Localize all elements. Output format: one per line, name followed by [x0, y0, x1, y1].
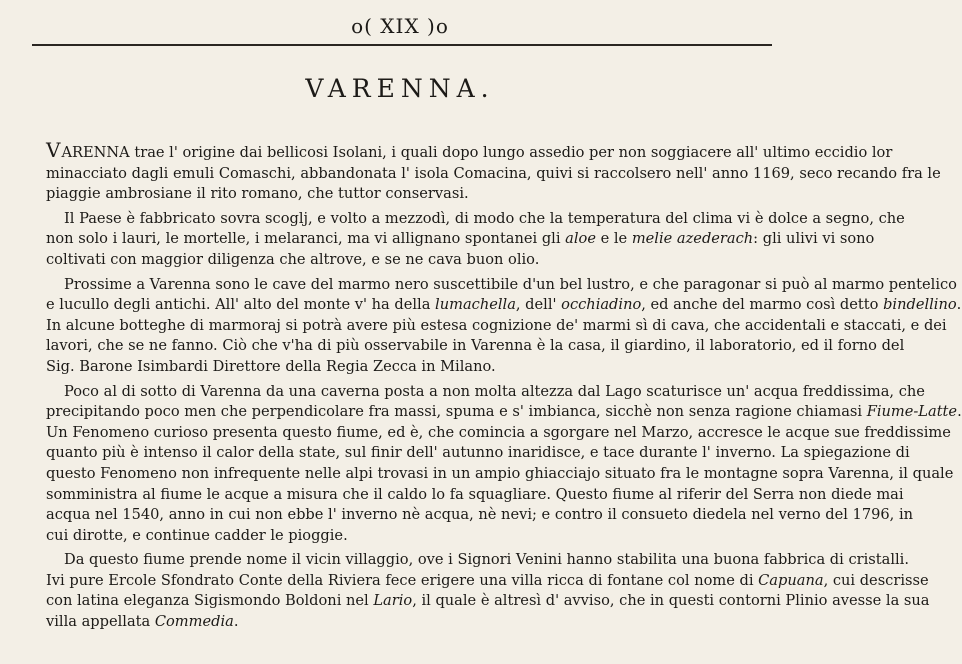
text-run: non solo i lauri, le mortelle, i melaranci, ma vi allignano spontanei gli — [46, 230, 566, 248]
text-run: e lucullo degli antichi. All' alto del monte v' ha della — [46, 296, 436, 314]
text-run: : gli ulivi vi sono — [753, 230, 875, 248]
text-run: coltivati con maggior diligenza che altrove, e se ne cava buon olio. — [46, 250, 540, 268]
text-line — [46, 485, 904, 506]
italic-term: Fiume-Latte — [866, 403, 958, 421]
text-run: In alcune botteghe di marmoraj si potrà avere più estesa cognizione de' marmi sì di cava, che accidentali e staccati, e dei — [46, 316, 947, 334]
text-line — [46, 184, 776, 205]
italic-term: bindellino — [883, 296, 957, 314]
paragraph-gap — [46, 633, 776, 637]
text-run: . — [233, 613, 239, 631]
text-run: quanto più è intenso il calor della state, sul finir dell' autunno inaridisce, e tace durante l' inverno. La spiegazione di — [46, 444, 910, 462]
text-line — [46, 505, 914, 526]
paragraph — [46, 275, 962, 378]
italic-term: aloe — [565, 230, 596, 248]
text-line — [46, 423, 951, 444]
text-run: Prossime a Varenna sono le cave del marmo nero suscettibile d'un bel lustro, e che paragonar si può al marmo pentelico — [64, 275, 957, 293]
text-line — [46, 336, 905, 357]
text-run: Da questo fiume prende nome il vicin villaggio, ove i Signori Venini hanno stabilita una buona fabbrica di cristalli. — [64, 551, 909, 569]
page-title: VARENNA. — [305, 74, 495, 103]
text-run: lavori, che se ne fanno. Ciò che v'ha di più osservabile in Varenna è la casa, il giardino, il laboratorio, ed il forno del — [46, 337, 905, 355]
paragraph — [46, 138, 941, 205]
text-run: . — [957, 403, 962, 421]
text-run: villa appellata — [46, 613, 155, 631]
paragraph — [46, 550, 930, 632]
paragraph — [46, 209, 905, 271]
text-run: Sig. Barone Isimbardi Direttore della Regia Zecca in Milano. — [46, 357, 496, 375]
text-run: piaggie ambrosiane il rito romano, che tuttor conservasi. — [46, 185, 469, 203]
text-run: acqua nel 1540, anno in cui non ebbe l' inverno nè acqua, nè nevi; e contro il consueto diedela nel verno del 1796, in — [46, 506, 914, 524]
text-line — [46, 357, 776, 378]
text-line — [46, 316, 947, 337]
text-line — [46, 571, 929, 592]
page-number-header: o( XIX )o — [351, 14, 449, 38]
text-line — [46, 275, 957, 296]
text-line — [46, 164, 941, 185]
text-line — [46, 295, 962, 316]
text-run: , il quale è altresì d' avviso, che in questi contorni Plinio avesse la sua — [412, 592, 930, 610]
text-run: , ed anche del marmo così detto — [641, 296, 884, 314]
text-run: Un Fenomeno curioso presenta questo fiume, ed è, che comincia a sgorgare nel Marzo, accresce le acque sue freddissime — [46, 423, 951, 441]
text-line — [46, 612, 776, 633]
text-line — [46, 464, 954, 485]
text-run: e le — [595, 230, 632, 248]
text-line — [46, 229, 875, 250]
text-run: somministra al fiume le acque a misura che il caldo lo fa squagliare. Questo fiume al riferir del Serra non diede mai — [46, 485, 904, 503]
italic-term: occhiadino — [561, 296, 642, 314]
text-run: Ivi pure Ercole Sfondrato Conte della Riviera fece erigere una villa ricca di fontane col nome di — [46, 571, 759, 589]
text-line — [46, 591, 930, 612]
text-run: . — [956, 296, 962, 314]
text-line — [46, 526, 776, 547]
italic-term: melie azederach — [631, 230, 754, 248]
text-run: cui dirotte, e continue cadder le pioggie. — [46, 526, 348, 544]
text-run: , dell' — [515, 296, 562, 314]
italic-term: lumachella — [435, 296, 516, 314]
italic-term: Commedia — [154, 613, 234, 631]
text-run: con latina eleganza Sigismondo Boldoni nel — [46, 592, 374, 610]
text-run: , cui descrisse — [823, 571, 929, 589]
text-line — [46, 550, 909, 571]
header-rule — [32, 44, 772, 46]
text-line — [46, 443, 910, 464]
paragraph — [46, 382, 962, 547]
text-line — [46, 209, 905, 230]
text-line — [46, 382, 925, 403]
text-line — [46, 138, 893, 164]
body-text — [46, 138, 962, 637]
text-run: minacciato dagli emuli Comaschi, abbandonata l' isola Comacina, quivi si raccolsero nell' anno 1169, seco recando fra le — [46, 164, 941, 182]
text-run: questo Fenomeno non infrequente nelle alpi trovasi in un ampio ghiacciajo situato fra le montagne sopra Varenna, il quale — [46, 464, 954, 482]
drop-cap: V — [46, 138, 62, 162]
text-run: ARENNA trae l' origine dai bellicosi Isolani, i quali dopo lungo assedio per non soggiacere all' ultimo eccidio lor — [61, 144, 893, 161]
text-line — [46, 250, 776, 271]
text-run: precipitando poco men che perpendicolare fra massi, spuma e s' imbianca, sicchè non senza ragione chiamasi — [46, 403, 867, 421]
text-line — [46, 402, 962, 423]
text-run: Il Paese è fabbricato sovra scoglj, e volto a mezzodì, di modo che la temperatura del clima vi è dolce a segno, che — [64, 209, 905, 227]
text-run: Poco al di sotto di Varenna da una caverna posta a non molta altezza dal Lago scaturisce un' acqua freddissima, che — [64, 382, 925, 400]
italic-term: Lario — [373, 592, 413, 610]
italic-term: Capuana — [758, 571, 824, 589]
